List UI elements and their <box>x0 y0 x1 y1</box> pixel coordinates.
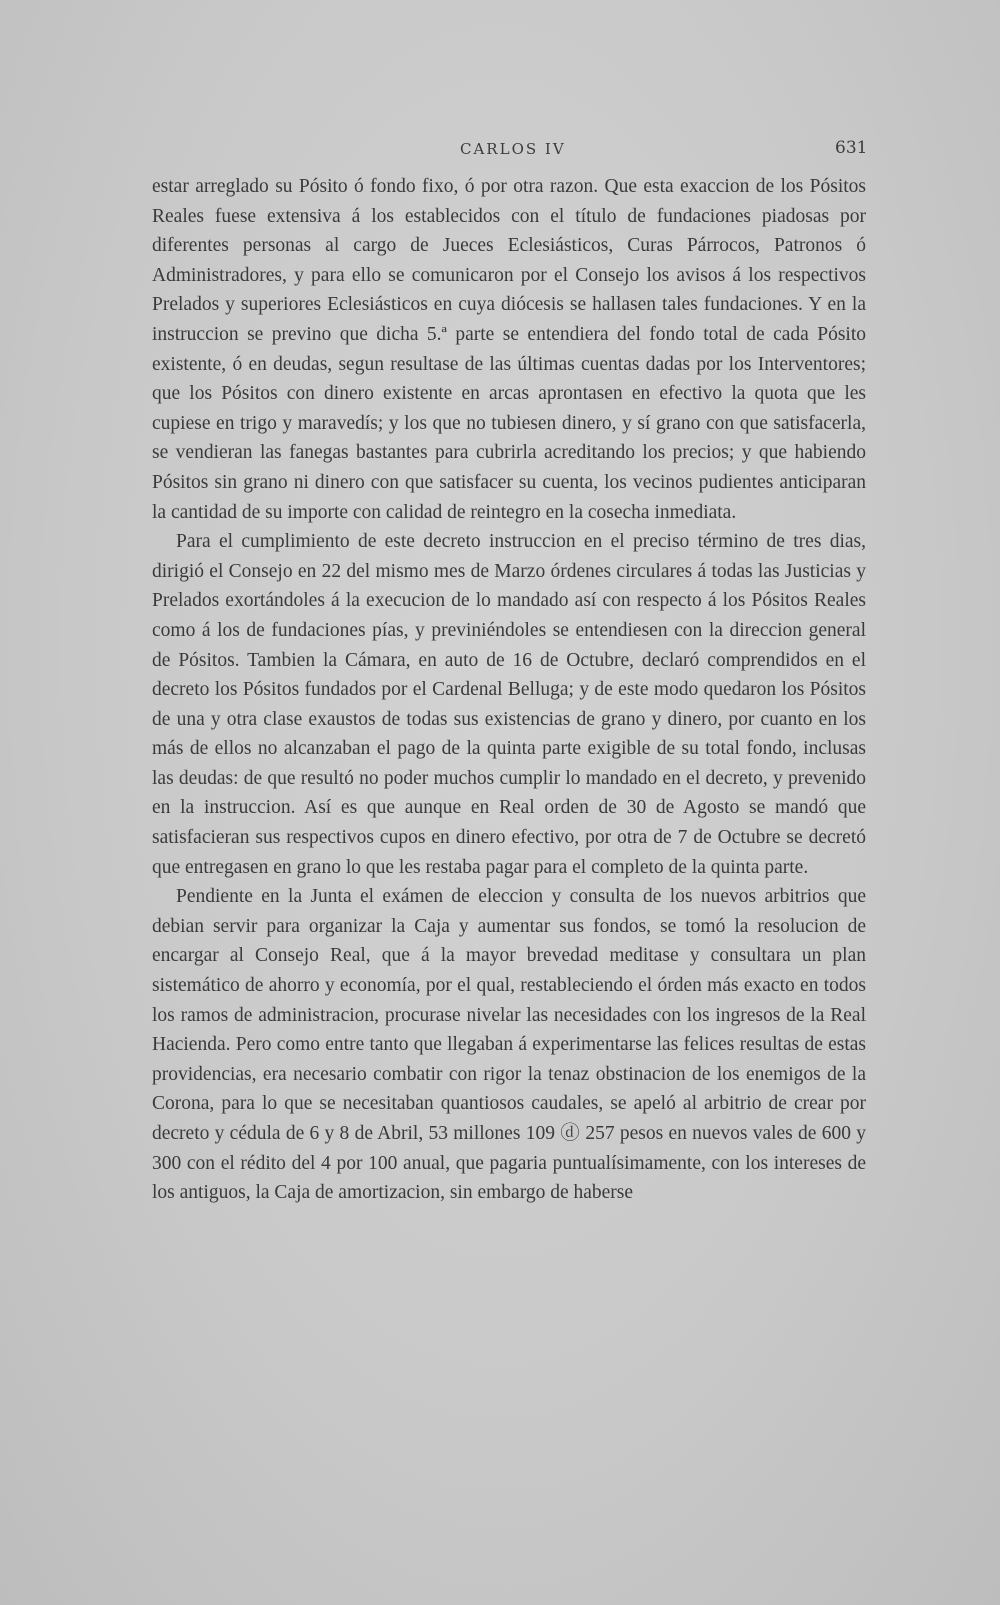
page-header <box>0 136 1000 164</box>
paragraph-continuation: estar arreglado su Pósito ó fondo fixo, ó por otra razon. Que esta exaccion de los Pósitos Reales fuese extensiva á los establecidos con el título de fundaciones piadosas por diferentes personas al cargo de Jueces Eclesiásticos, Curas Párrocos, Patronos ó Administradores, y para ello se comunicaron por el Consejo los avisos á los respectivos Prelados y superiores Eclesiásticos en cuya diócesis se hallasen tales fundaciones. Y en la instruccion se previno que dicha 5.ª parte se entendiera del fondo total de cada Pósito existente, ó en deudas, segun resultase de las últimas cuentas dadas por los Interventores; que los Pósitos con dinero existente en arcas aprontasen en efectivo la quota que les cupiese en trigo y maravedís; y los que no tubiesen dinero, y sí grano con que satisfacerla, se vendieran las fanegas bastantes para cubrirla acreditando los precios; y que habiendo Pósitos sin grano ni dinero con que satisfacer su cuenta, los vecinos pudientes anticiparan la cantidad de su importe con calidad de reintegro en la cosecha inmediata. <box>152 176 866 523</box>
running-head: CARLOS IV <box>460 140 566 158</box>
body-text <box>152 172 866 1208</box>
paragraph: Pendiente en la Junta el exámen de eleccion y consulta de los nuevos arbitrios que debian servir para organizar la Caja y aumentar sus fondos, se tomó la resolucion de encargar al Consejo Real, que á la mayor brevedad meditase y consultara un plan sistemático de ahorro y economía, por el qual, restableciendo el órden más exacto en todos los ramos de administracion, procurase nivelar las necesidades con los ingresos de la Real Hacienda. Pero como entre tanto que llegaban á experimentarse las felices resultas de estas providencias, era necesario combatir con rigor la tenaz obstinacion de los enemigos de la Corona, para lo que se necesitaban quantiosos caudales, se apeló al arbitrio de crear por decreto y cédula de 6 y 8 de Abril, 53 millones 109 ⓓ 257 pesos en nuevos vales de 600 y 300 con el rédito del 4 por 100 anual, que pagaria puntualísimamente, con los intereses de los antiguos, la Caja de amortizacion, sin embargo de haberse <box>152 886 866 1204</box>
paragraph: Para el cumplimiento de este decreto instruccion en el preciso término de tres dias, dirigió el Consejo en 22 del mismo mes de Marzo órdenes circulares á todas las Justicias y Prelados exortándoles á la execucion de lo mandado así con respecto á los Pósitos Reales como á los de fundaciones pías, y previniéndoles se entendiesen con la direccion general de Pósitos. Tambien la Cámara, en auto de 16 de Octubre, declaró comprendidos en el decreto los Pósitos fundados por el Cardenal Belluga; y de este modo quedaron los Pósitos de una y otra clase exaustos de todas sus existencias de grano y dinero, por cuanto en los más de ellos no alcanzaban el pago de la quinta parte exigible de su total fondo, inclusas las deudas: de que resultó no poder muchos cumplir lo mandado en el decreto, y prevenido en la instruccion. Así es que aunque en Real orden de 30 de Agosto se mandó que satisfacieran sus respectivos cupos en dinero efectivo, por otra de 7 de Octubre se decretó que entregasen en grano lo que les restaba pagar para el completo de la quinta parte. <box>152 531 866 878</box>
page-number: 631 <box>835 138 868 158</box>
